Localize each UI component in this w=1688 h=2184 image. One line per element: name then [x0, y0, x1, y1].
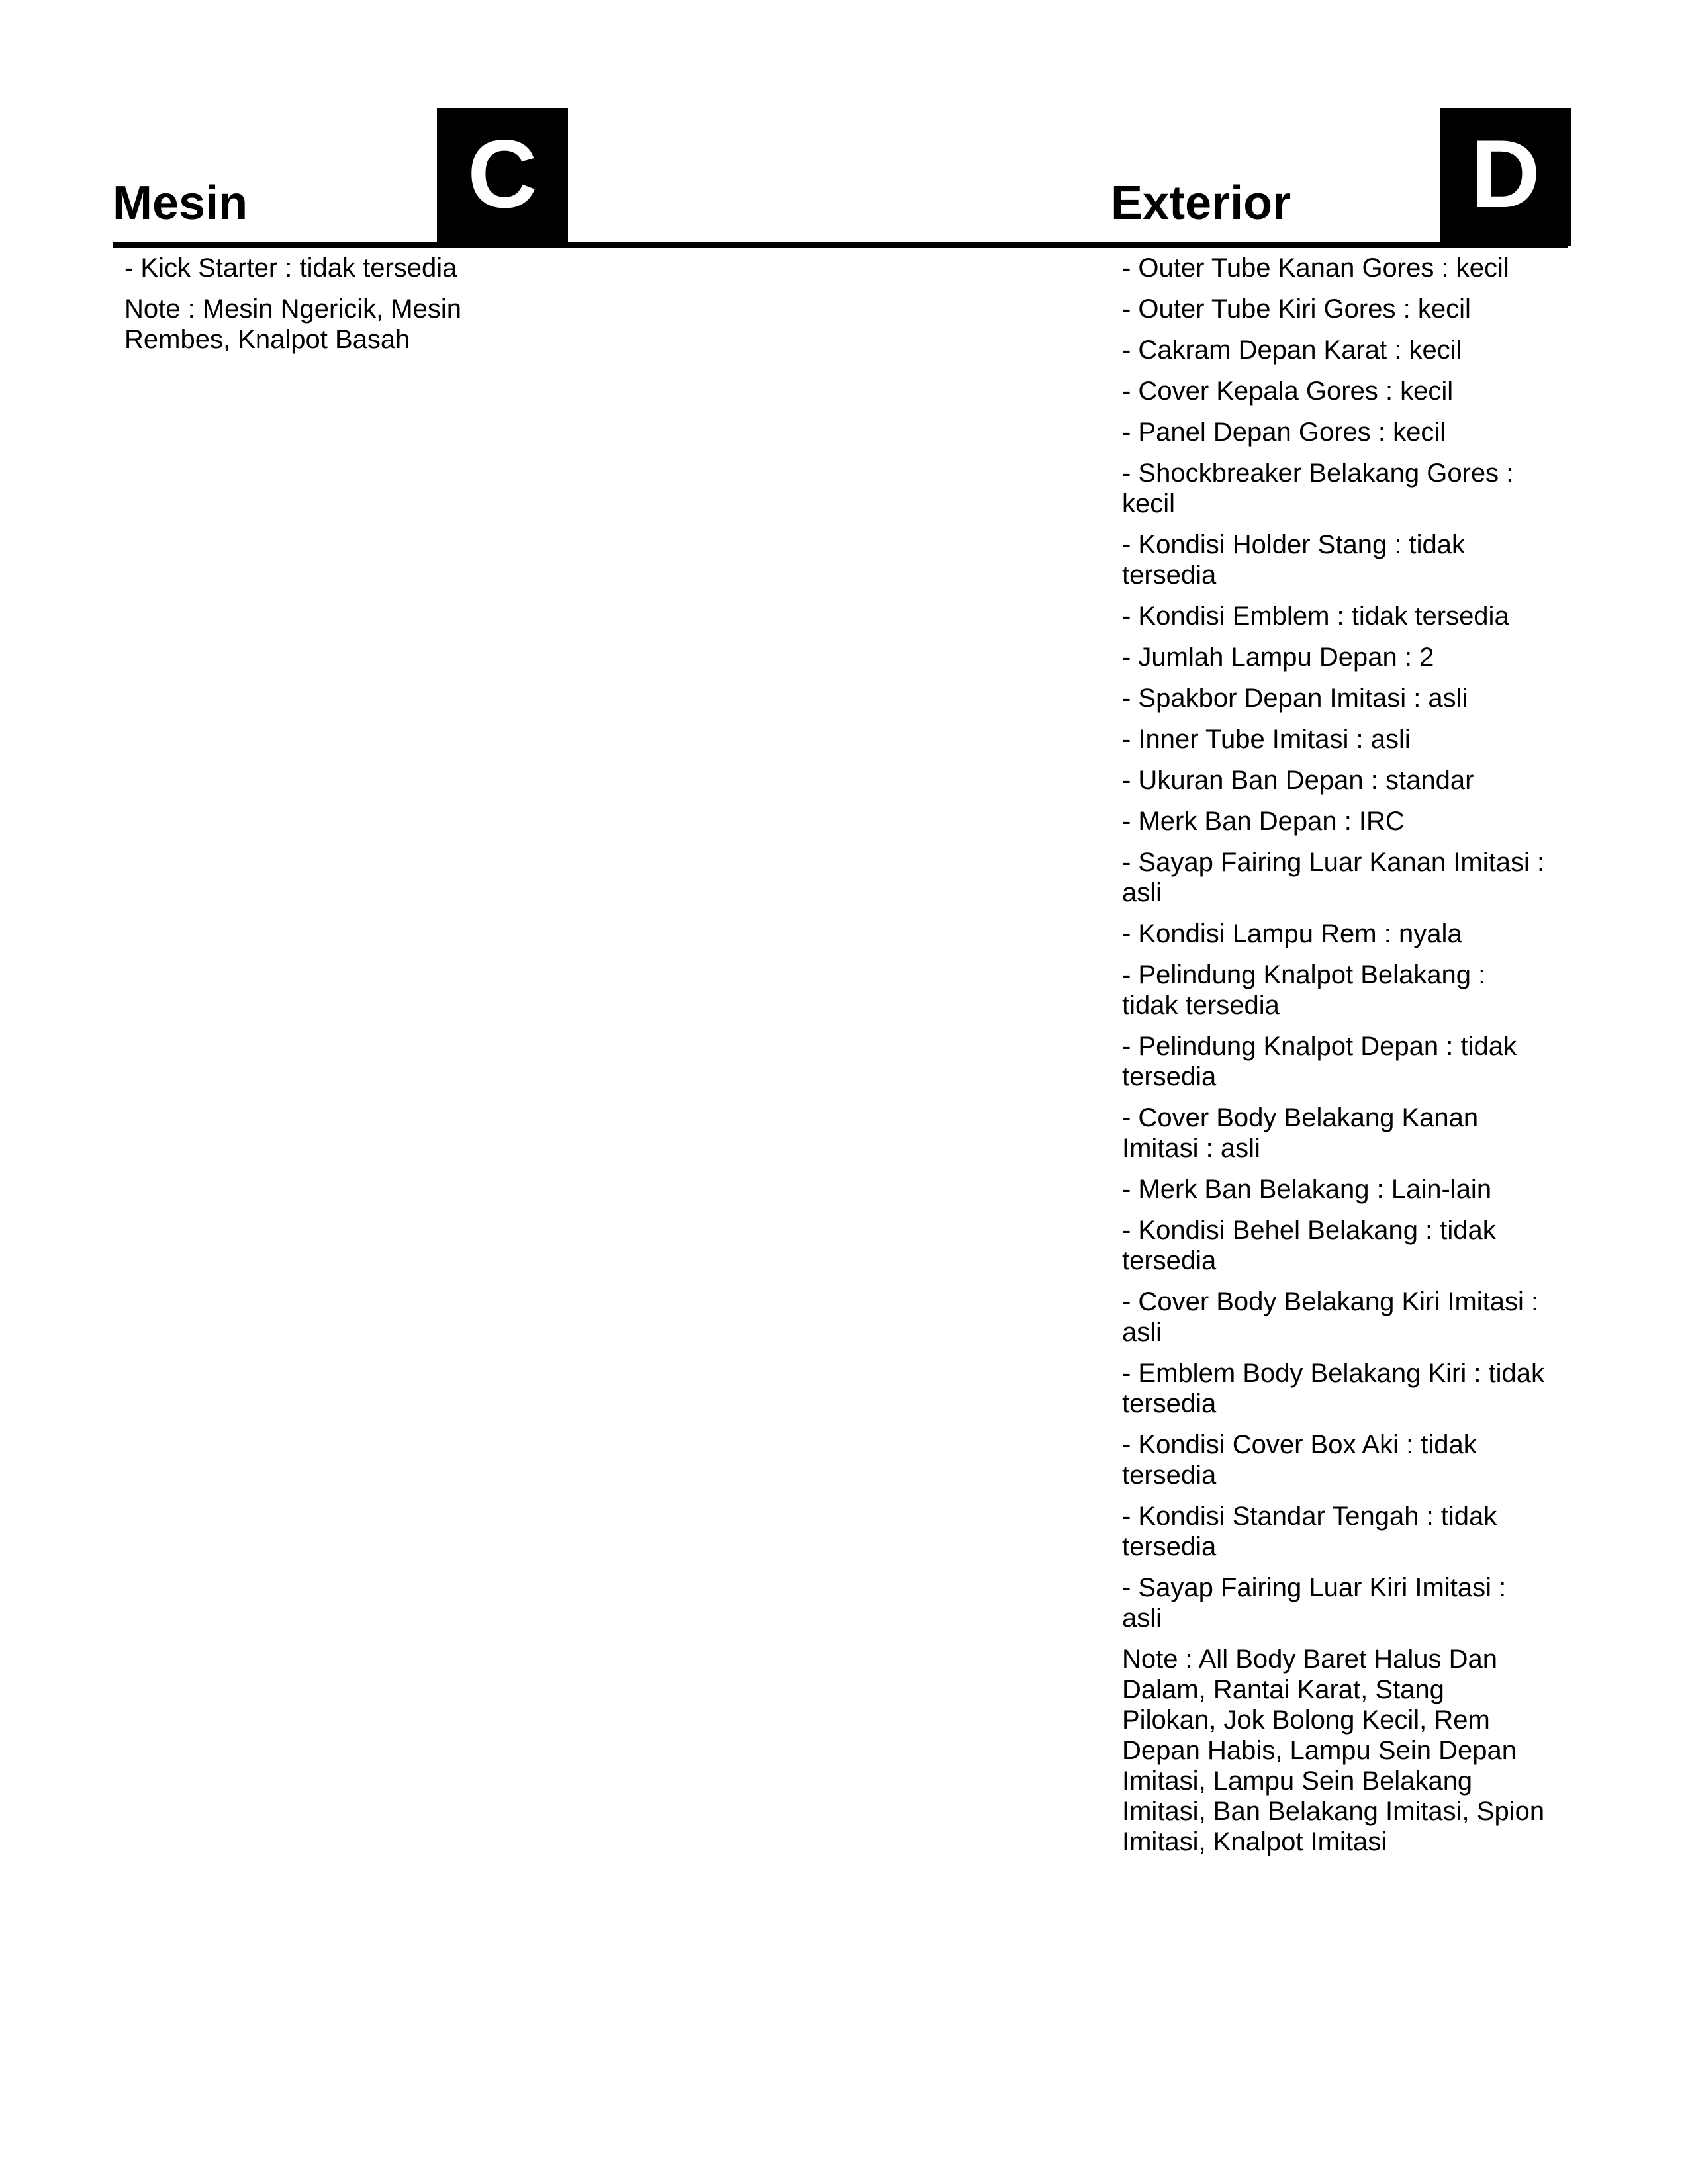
list-item: - Kondisi Cover Box Aki : tidak tersedia — [1122, 1430, 1477, 1490]
section-title-exterior: Exterior — [1111, 177, 1291, 230]
mesin-note: Note : Mesin Ngericik, Mesin Rembes, Knalpot Basah — [124, 295, 462, 354]
list-item: - Cover Body Belakang Kiri Imitasi : asli — [1122, 1287, 1539, 1347]
header-divider — [113, 242, 1568, 248]
list-item: - Emblem Body Belakang Kiri : tidak tersedia — [1122, 1359, 1545, 1418]
list-item: - Sayap Fairing Luar Kanan Imitasi : asli — [1122, 848, 1545, 907]
list-item: - Cover Kepala Gores : kecil — [1122, 377, 1454, 406]
list-item: - Outer Tube Kanan Gores : kecil — [1122, 253, 1509, 283]
list-item: - Merk Ban Depan : IRC — [1122, 807, 1405, 836]
list-item: - Ukuran Ban Depan : standar — [1122, 766, 1474, 795]
list-item: - Pelindung Knalpot Belakang : tidak tersedia — [1122, 960, 1486, 1020]
list-item: - Shockbreaker Belakang Gores : kecil — [1122, 459, 1514, 518]
exterior-list — [1122, 253, 1546, 1868]
list-item: - Outer Tube Kiri Gores : kecil — [1122, 295, 1471, 324]
list-item: - Kondisi Lampu Rem : nyala — [1122, 919, 1462, 948]
list-item: - Inner Tube Imitasi : asli — [1122, 725, 1411, 754]
section-badge-c: C — [437, 108, 568, 246]
list-item: - Cakram Depan Karat : kecil — [1122, 336, 1462, 365]
exterior-note: Note : All Body Baret Halus Dan Dalam, Rantai Karat, Stang Pilokan, Jok Bolong Kecil, Rem Depan Habis, Lampu Sein Depan Imitasi, Lampu Sein Belakang Imitasi, Ban Belakang Imitasi, Spion Imitasi, Knalpot Imitasi — [1122, 1645, 1545, 1856]
list-item: - Kondisi Standar Tengah : tidak tersedia — [1122, 1502, 1497, 1561]
list-item: - Kondisi Behel Belakang : tidak tersedia — [1122, 1216, 1496, 1275]
section-badge-d: D — [1440, 108, 1571, 246]
list-item: - Merk Ban Belakang : Lain-lain — [1122, 1175, 1492, 1204]
list-item: - Kondisi Holder Stang : tidak tersedia — [1122, 530, 1466, 590]
list-item: - Sayap Fairing Luar Kiri Imitasi : asli — [1122, 1573, 1507, 1633]
list-item: - Spakbor Depan Imitasi : asli — [1122, 684, 1468, 713]
list-item: - Jumlah Lampu Depan : 2 — [1122, 643, 1434, 672]
mesin-list — [124, 253, 522, 365]
section-title-mesin: Mesin — [113, 177, 248, 230]
list-item: - Kick Starter : tidak tersedia — [124, 253, 457, 283]
list-item: - Panel Depan Gores : kecil — [1122, 418, 1446, 447]
list-item: - Pelindung Knalpot Depan : tidak tersedia — [1122, 1032, 1517, 1091]
list-item: - Cover Body Belakang Kanan Imitasi : asli — [1122, 1103, 1479, 1163]
list-item: - Kondisi Emblem : tidak tersedia — [1122, 602, 1509, 631]
